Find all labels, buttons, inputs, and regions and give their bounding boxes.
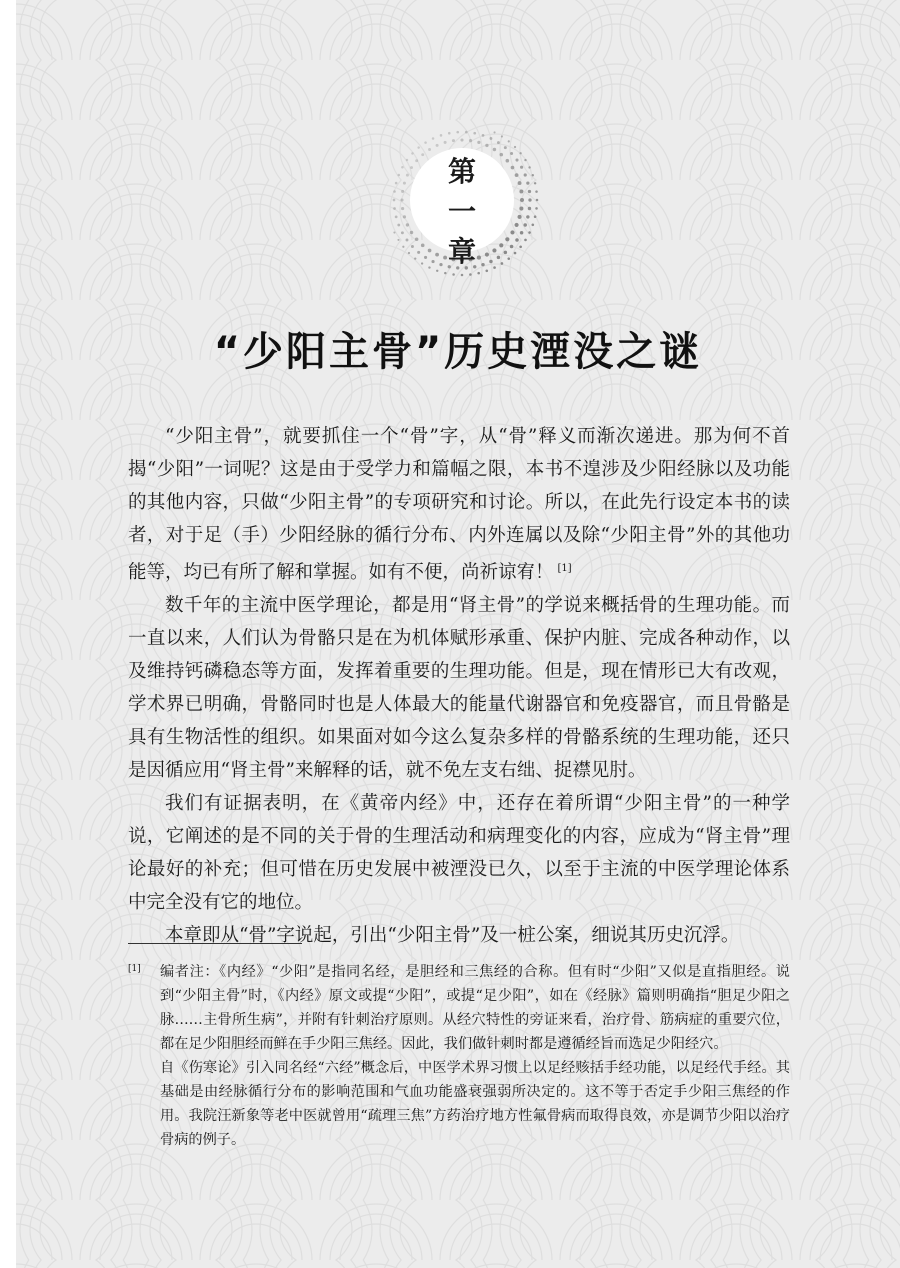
badge-dot (504, 146, 507, 149)
body-paragraph: 我们有证据表明，在《黄帝内经》中，还存在着所谓“少阳主骨”的一种学说，它阐述的是不同的关于骨的生理活动和病理变化的内容，应成为“肾主骨”理论最好的补充；但可惜在历史发展中被湮没已久，以至于主流的中医学理论体系中完全没有它的地位。 (128, 793, 790, 914)
badge-dot (477, 272, 480, 275)
badge-dot (493, 148, 496, 151)
badge-dot (473, 132, 476, 135)
chapter-label (384, 152, 540, 272)
badge-dot (448, 132, 451, 135)
body-text (128, 420, 790, 952)
footnote-paragraph: 编者注：《内经》“少阳”是指同名经，是胆经和三焦经的合称。但有时“少阳”又似是直指胆经。说到“少阳主骨”时，《内经》原文或提“少阳”，或提“足少阳”，如在《经脉》篇则明确指“胆足少阳之脉……主骨所生病”，并附有针刺治疗原则。从经穴特性的旁证来看，治疗骨、筋病症的重要穴位，都在足少阳胆经而鲜在手少阳三焦经。因此，我们做针刺时都是遵循经旨而选足少阳经穴。 (160, 964, 790, 1052)
badge-dot (493, 131, 495, 133)
body-paragraph: “少阳主骨”，就要抓住一个“骨”字，从“骨”释义而渐次递进。那为何不首揭“少阳”一词呢？这是由于受学力和篇幅之限，本书不遑涉及少阳经脉以及功能的其他内容，只做“少阳主骨”的专项研究和讨论。所以，在此先行设定本书的读者，对于足（手）少阳经脉的循行分布、内外连属以及除“少阳主骨”外的其他功能等，均已有所了解和掌握。如有不便，尚祈谅宥！ [1] (128, 426, 790, 584)
badge-dot (508, 140, 510, 142)
chapter-label-char: 一 (447, 195, 476, 228)
badge-dot (417, 146, 419, 148)
badge-dot (465, 131, 468, 134)
badge-dot (452, 139, 455, 142)
badge-dot (477, 141, 480, 144)
footnote-divider (128, 943, 302, 944)
badge-dot (460, 138, 463, 141)
badge-dot (436, 144, 439, 147)
badge-dot (424, 141, 427, 144)
footnote-marker: [1] (128, 964, 141, 974)
body-paragraph: 本章即从“骨”字说起，引出“少阳主骨”及一桩公案，细说其历史沉浮。 (165, 925, 740, 947)
badge-dot (469, 273, 472, 276)
badge-dot (461, 274, 464, 277)
chapter-label-char: 章 (447, 235, 476, 268)
footnote-paragraph: 自《伤寒论》引入同名经“六经”概念后，中医学术界习惯上以足经赅括手经功能，以足经代手经。其基础是由经脉循行分布的影响范围和气血功能盛衰强弱所决定的。这不等于否定手少阳三焦经的作用。我院汪新象等老中医就曾用“疏理三焦”方药治疗地方性氟骨病而取得良效，亦是调节少阳以治疗骨病的例子。 (160, 1060, 790, 1148)
book-page (16, 0, 900, 1268)
badge-dot (440, 134, 443, 137)
badge-dot (514, 146, 516, 148)
body-paragraph: 数千年的主流中医学理论，都是用“肾主骨”的学说来概括骨的生理功能。而一直以来，人们认为骨骼只是在为机体赋形承重、保护内脏、完成各种动作，以及维持钙磷稳态等方面，发挥着重要的生理功能。但是，现在情形已大有改观，学术界已明确，骨骼同时也是人体最大的能量代谢器官和免疫器官，而且骨骼是具有生物活性的组织。如果面对如今这么复杂多样的骨骼系统的生理功能，还只是因循应用“肾主骨”来解释的话，就不免左支右绌、捉襟见肘。 (128, 595, 790, 782)
badge-dot (452, 273, 455, 276)
badge-dot (482, 134, 485, 137)
badge-dot (444, 272, 446, 274)
footnote (128, 960, 790, 1152)
badge-dot (490, 137, 493, 140)
footnote-reference[interactable]: [1] (557, 563, 572, 574)
badge-dot (444, 141, 447, 144)
badge-dot (456, 131, 459, 134)
badge-dot (485, 144, 488, 147)
badge-dot (428, 148, 431, 151)
badge-dot (501, 135, 503, 137)
chapter-label-char: 第 (447, 155, 476, 188)
badge-dot (469, 139, 472, 142)
badge-dot (432, 137, 435, 140)
chapter-badge (384, 122, 540, 278)
chapter-title: “少阳主骨”历史湮没之谜 (213, 329, 703, 375)
badge-dot (497, 141, 500, 144)
